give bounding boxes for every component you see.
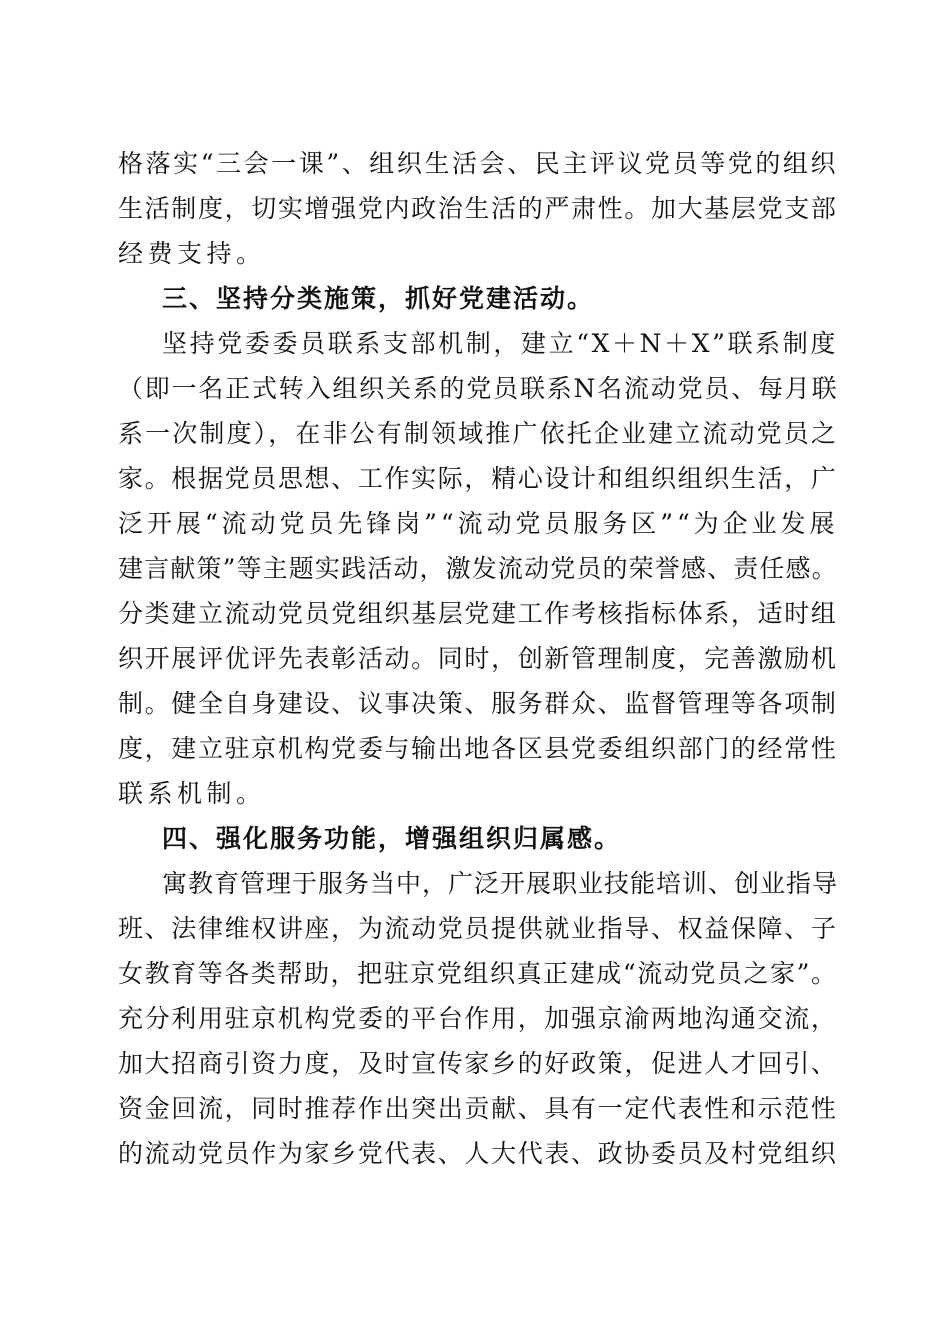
text-line: 资金回流，同时推荐作出突出贡献、具有一定代表性和示范性 (118, 1094, 838, 1123)
text-line: 家。根据党员思想、工作实际，精心设计和组织组织生活，广 (118, 464, 838, 493)
text-line: 坚持党委委员联系支部机制，建立“X＋N＋X”联系制度 (162, 329, 839, 358)
text-line: （即一名正式转入组织关系的党员联系N名流动党员、每月联 (118, 374, 839, 403)
text-line: 寓教育管理于服务当中，广泛开展职业技能培训、创业指导 (162, 869, 839, 898)
text-line: 经费支持。 (118, 239, 266, 268)
text-line: 加大招商引资力度，及时宣传家乡的好政策，促进人才回引、 (118, 1049, 838, 1078)
text-line: 建言献策”等主题实践活动，激发流动党员的荣誉感、责任感。 (118, 554, 838, 583)
text-line: 系一次制度），在非公有制领域推广依托企业建立流动党员之 (118, 419, 839, 448)
text-line: 格落实“三会一课”、组织生活会、民主评议党员等党的组织 (118, 149, 839, 178)
text-line: 班、法律维权讲座，为流动党员提供就业指导、权益保障、子 (118, 914, 838, 943)
section-heading-3: 三、坚持分类施策，抓好党建活动。 (162, 284, 595, 313)
text-line: 制。健全自身建设、议事决策、服务群众、监督管理等各项制 (118, 689, 838, 718)
text-line: 分类建立流动党员党组织基层党建工作考核指标体系，适时组 (118, 599, 838, 628)
text-line: 充分利用驻京机构党委的平台作用，加强京渝两地沟通交流， (118, 1004, 838, 1033)
text-line: 联系机制。 (118, 779, 266, 808)
text-line: 度，建立驻京机构党委与输出地各区县党委组织部门的经常性 (118, 734, 838, 763)
section-heading-4: 四、强化服务功能，增强组织归属感。 (162, 824, 622, 853)
text-line: 泛开展“流动党员先锋岗”“流动党员服务区”“为企业发展 (118, 509, 839, 538)
text-line: 生活制度，切实增强党内政治生活的严肃性。加大基层党支部 (118, 194, 838, 223)
text-line: 女教育等各类帮助，把驻京党组织真正建成“流动党员之家”。 (118, 959, 838, 988)
text-line: 的流动党员作为家乡党代表、人大代表、政协委员及村党组织 (118, 1139, 838, 1168)
text-line: 织开展评优评先表彰活动。同时，创新管理制度，完善激励机 (118, 644, 838, 673)
